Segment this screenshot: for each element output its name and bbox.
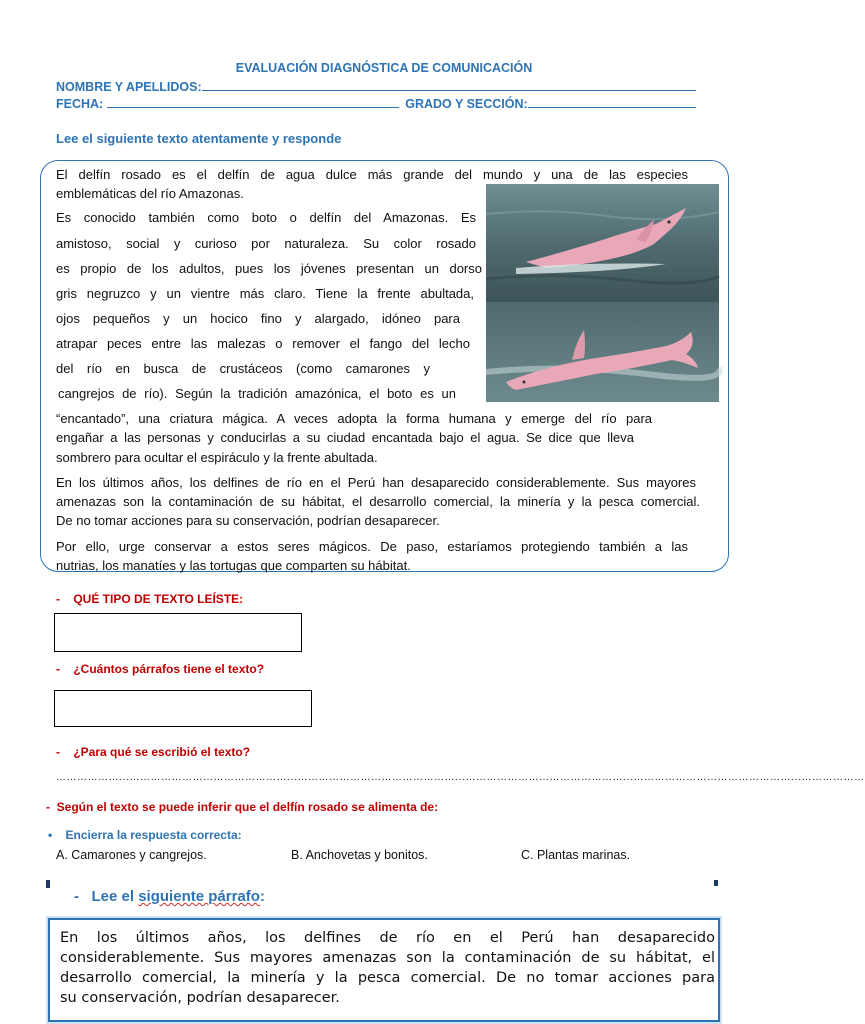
reading-line: Por ello, urge conservar a estos seres mágicos. De paso, estaríamos protegiendo también a las (56, 539, 688, 554)
date-label: FECHA: (56, 97, 104, 111)
dolphin-photo-bottom (486, 302, 719, 402)
diet-instruction (48, 828, 242, 842)
question-label: QUÉ TIPO DE TEXTO LEÍSTE: (73, 592, 244, 606)
date-input-line[interactable] (107, 97, 399, 108)
heading-dash: - (74, 888, 79, 905)
reading-line: sombrero para ocultar el espiráculo y la frente abultada. (56, 450, 378, 465)
bullet-icon: • (48, 828, 53, 842)
paragraph-line: considerablemente. Sus mayores amenazas son la contaminación de su hábitat, el (60, 950, 715, 966)
question-label: ¿Para qué se escribió el texto? (73, 745, 251, 759)
grade-input-line[interactable] (528, 97, 696, 108)
page-title: EVALUACIÓN DIAGNÓSTICA DE COMUNICACIÓN (235, 61, 533, 75)
answer-box-text-type[interactable] (54, 613, 302, 652)
option-c[interactable]: C. Plantas marinas. (521, 848, 631, 862)
paragraph-box (48, 918, 720, 1022)
paragraph-line: su conservación, podrían desaparecer. (60, 990, 340, 1006)
reading-line: engañar a las personas y conducirlas a su ciudad encantada bajo el agua. Se dice que lleva (56, 430, 634, 445)
question-paragraph-count (56, 662, 264, 676)
dolphin-photo-top (486, 184, 719, 302)
heading-colon: : (259, 888, 265, 905)
reading-line: cangrejos de río). Según la tradición amazónica, el boto es un (58, 386, 456, 401)
question-label: Según el texto se puede inferir que el delfín rosado se alimenta de: (56, 800, 439, 814)
question-purpose (56, 745, 250, 759)
question-dash: - (56, 592, 60, 606)
answer-box-paragraph-count[interactable] (54, 690, 312, 727)
answer-line-purpose[interactable]: …………………………………………………………………………………………………………………………………………………………………………………………………………… (56, 772, 865, 783)
option-b[interactable]: B. Anchovetas y bonitos. (291, 848, 428, 862)
reading-line: nutrias, los manatíes y las tortugas que comparten su hábitat. (56, 558, 411, 573)
reading-line: De no tomar acciones para su conservación, podrían desaparecer. (56, 513, 440, 528)
name-field (56, 80, 696, 94)
reading-line: El delfín rosado es el delfín de agua dulce más grande del mundo y una de las especies (56, 167, 688, 182)
question-dash: - (56, 745, 60, 759)
reading-line: Es conocido también como boto o delfín del Amazonas. Es (56, 210, 476, 225)
name-label: NOMBRE Y APELLIDOS: (56, 80, 202, 94)
section-corner-mark (714, 880, 718, 886)
heading-underlined: siguiente párrafo (138, 888, 260, 905)
question-dash: - (46, 800, 50, 814)
question-label: ¿Cuántos párrafos tiene el texto? (73, 662, 265, 676)
question-diet (46, 800, 438, 814)
reading-line: es propio de los adultos, pues los jóvenes presentan un dorso (56, 261, 482, 276)
reading-line: atrapar peces entre las malezas o remover el fango del lecho (56, 336, 470, 351)
option-a[interactable]: A. Camarones y cangrejos. (56, 848, 207, 862)
reading-line: del río en busca de crustáceos (como camarones y (56, 361, 430, 376)
paragraph-line: En los últimos años, los delfines de río en el Perú han desaparecido (60, 930, 715, 946)
instruction-label: Encierra la respuesta correcta: (65, 828, 242, 842)
reading-line: En los últimos años, los delfines de río en el Perú han desaparecido considerablemente. Sus mayores (56, 475, 696, 490)
reading-line: gris negruzco y un vientre más claro. Tiene la frente abultada, (56, 286, 474, 301)
reading-line: ojos pequeños y un hocico fino y alargado, idóneo para (56, 311, 460, 326)
name-input-line[interactable] (202, 80, 696, 91)
question-text-type (56, 592, 243, 606)
date-grade-field (56, 97, 696, 111)
grade-label: GRADO Y SECCIÓN: (405, 97, 528, 111)
reading-line: “encantado”, una criatura mágica. A veces adopta la forma humana y emerge del río para (56, 411, 652, 426)
reading-instruction: Lee el siguiente texto atentamente y responde (56, 131, 342, 146)
heading-plain: Lee el (91, 888, 139, 905)
reading-line: amistoso, social y curioso por naturaleza. Su color rosado (56, 236, 476, 251)
question-dash: - (56, 662, 60, 676)
paragraph-line: desarrollo comercial, la minería y la pesca comercial. De no tomar acciones para (60, 970, 715, 986)
section-corner-mark (46, 880, 50, 888)
reading-line: emblemáticas del río Amazonas. (56, 186, 244, 201)
paragraph-heading (74, 888, 265, 905)
reading-line: amenazas son la contaminación de su hábitat, el desarrollo comercial, la minería y la pesca comercial. (56, 494, 700, 509)
